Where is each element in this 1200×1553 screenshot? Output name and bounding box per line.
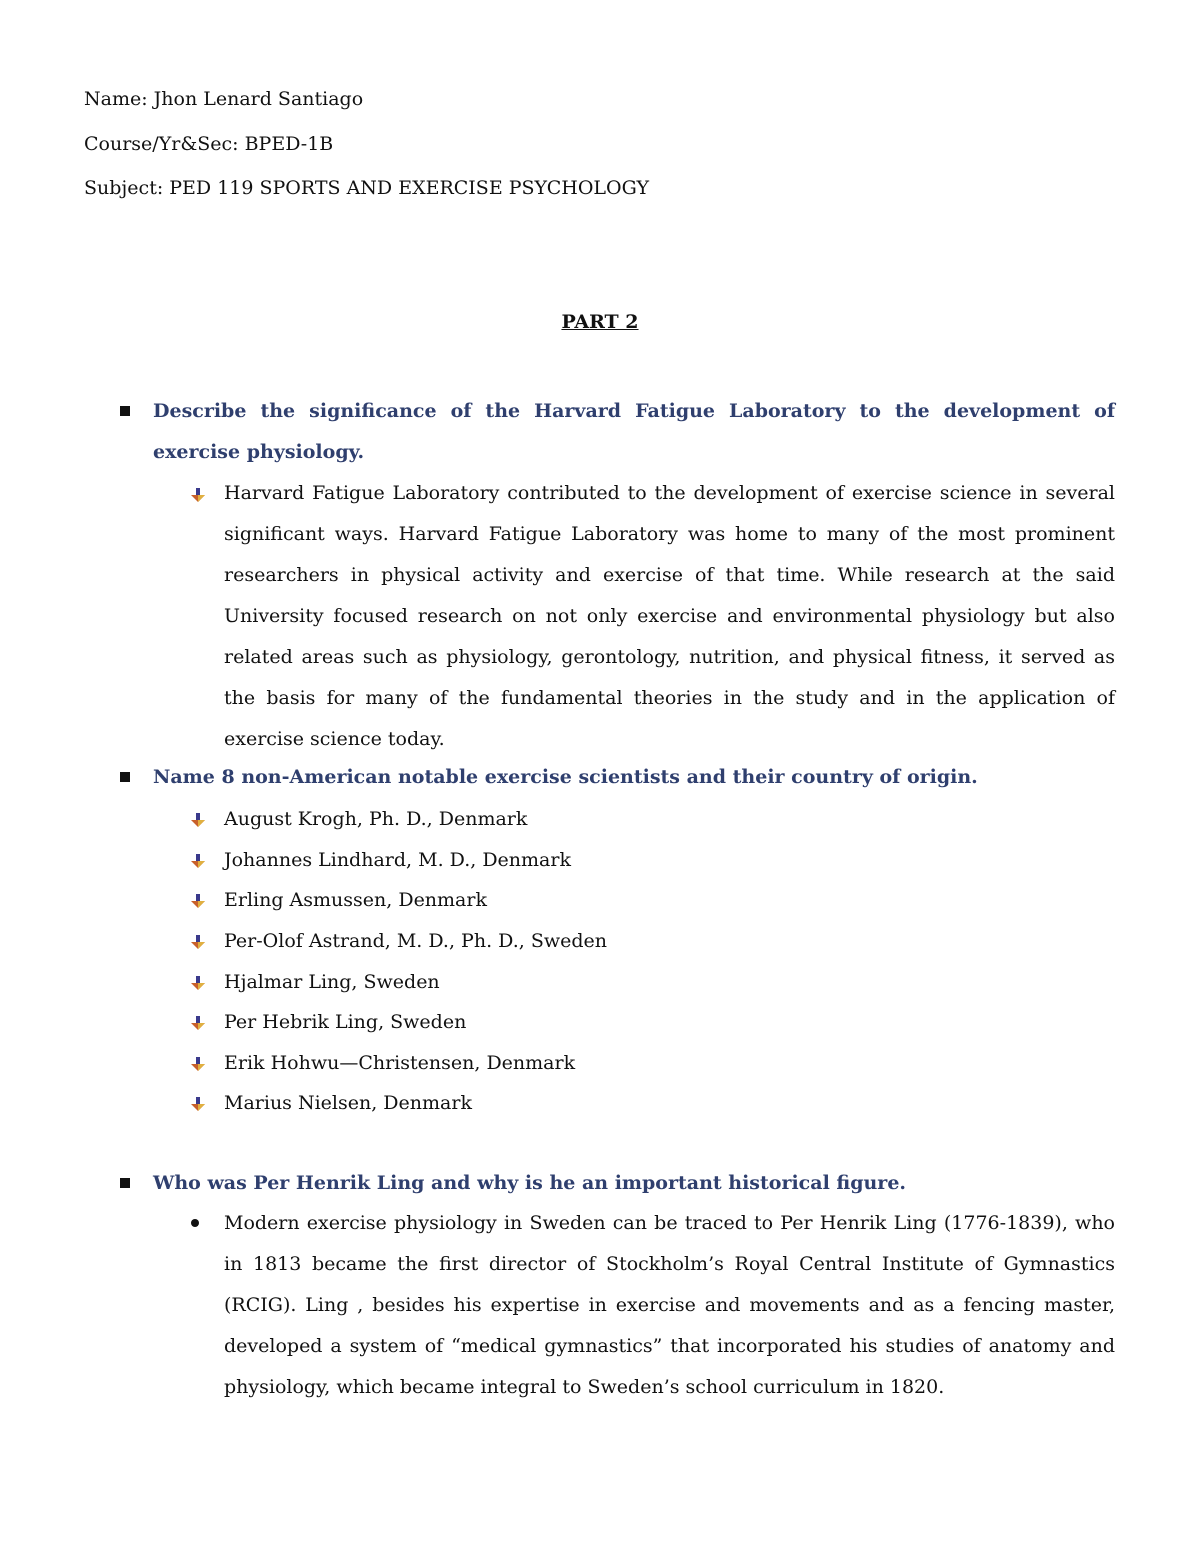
list-item: Per-Olof Astrand, M. D., Ph. D., Sweden: [224, 930, 607, 952]
list-item: August Krogh, Ph. D., Denmark: [224, 808, 528, 830]
student-name: Name: Jhon Lenard Santiago: [84, 88, 364, 110]
arrow-bullet-icon: [190, 934, 206, 950]
arrow-bullet-icon: [190, 812, 206, 828]
arrow-bullet-icon: [190, 1015, 206, 1031]
course-section: Course/Yr&Sec: BPED-1B: [84, 133, 334, 155]
arrow-bullet-icon: [190, 487, 206, 503]
arrow-bullet-icon: [190, 1056, 206, 1072]
square-bullet-icon: [120, 1178, 130, 1188]
round-bullet-icon: [191, 1219, 199, 1227]
question-3: Who was Per Henrik Ling and why is he an important historical figure.: [153, 1172, 907, 1194]
question-1: Describe the significance of the Harvard Fatigue Laboratory to the development of exercise physiology.: [153, 400, 1115, 463]
list-item: Erik Hohwu—Christensen, Denmark: [224, 1052, 576, 1074]
answer-3: Modern exercise physiology in Sweden can be traced to Per Henrik Ling (1776-1839), who in 1813 became the first director of Stockholm’s Royal Central Institute of Gymnastics (RCIG). Ling , besides his expertise in exercise and movements and as a fencing master, developed a system of “medical gymnastics” that incorporated his studies of anatomy and physiology, which became integral to Sweden’s school curriculum in 1820.: [224, 1212, 1115, 1398]
arrow-bullet-icon: [190, 853, 206, 869]
subject-line: Subject: PED 119 SPORTS AND EXERCISE PSYCHOLOGY: [84, 177, 650, 199]
answer-1: Harvard Fatigue Laboratory contributed to the development of exercise science in several significant ways. Harvard Fatigue Laboratory was home to many of the most prominent researchers in physical activity and exercise of that time. While research at the said University focused research on not only exercise and environmental physiology but also related areas such as physiology, gerontology, nutrition, and physical fitness, it served as the basis for many of the fundamental theories in the study and in the application of exercise science today.: [224, 482, 1115, 750]
question-2: Name 8 non-American notable exercise scientists and their country of origin.: [153, 766, 978, 788]
list-item: Marius Nielsen, Denmark: [224, 1092, 472, 1114]
list-item: Per Hebrik Ling, Sweden: [224, 1011, 467, 1033]
arrow-bullet-icon: [190, 1096, 206, 1112]
list-item: Hjalmar Ling, Sweden: [224, 971, 440, 993]
arrow-bullet-icon: [190, 975, 206, 991]
arrow-bullet-icon: [190, 893, 206, 909]
square-bullet-icon: [120, 772, 130, 782]
list-item: Johannes Lindhard, M. D., Denmark: [224, 849, 571, 871]
square-bullet-icon: [120, 406, 130, 416]
part-title: PART 2: [561, 311, 639, 333]
list-item: Erling Asmussen, Denmark: [224, 889, 487, 911]
